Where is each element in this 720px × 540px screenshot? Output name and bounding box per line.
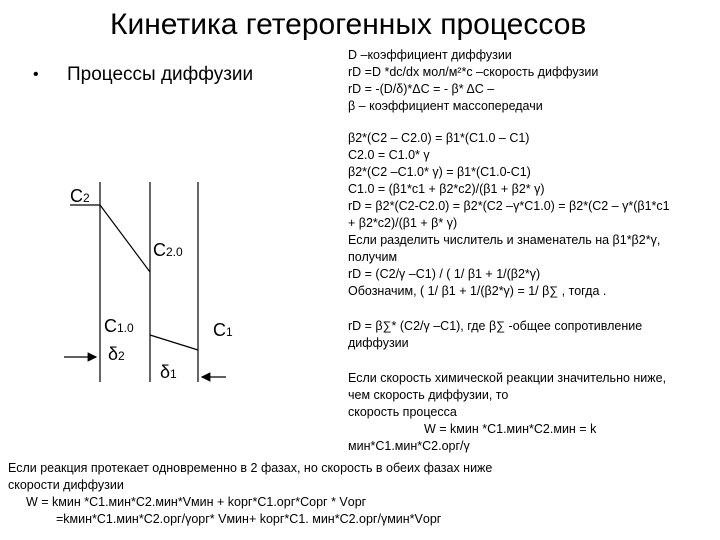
slow-reaction-line: скорость процесса: [348, 405, 457, 419]
derivation-line: Если разделить числитель и знаменатель на β1*β2*γ,: [348, 233, 661, 247]
derivation-line: C1.0 = (β1*c1 + β2*c2)/(β1 + β2* γ): [348, 182, 545, 196]
c10-label: C1.0: [104, 316, 134, 336]
phase1-gradient-line: [150, 335, 198, 350]
bottom-line: W = kмин *C1.мин*C2.мин*Vмин + kорг*C1.орг*Cорг * Vорг: [26, 495, 367, 509]
bottom-line: скорости диффузии: [8, 478, 124, 492]
derivation-line: получим: [348, 250, 398, 264]
slow-reaction-line: мин*C1.мин*C2.орг/γ: [348, 439, 470, 453]
derivation-line: rD = (C2/γ –C1) / ( 1/ β1 + 1/(β2*γ): [348, 267, 541, 281]
delta2-label: δ2: [108, 344, 125, 364]
phase2-gradient-line: [100, 205, 150, 272]
bottom-line: Если реакция протекает одновременно в 2 фазах, но скорость в обеих фазах ниже: [8, 461, 493, 475]
derivation-line: + β2*c2)/(β1 + β* γ): [348, 216, 458, 230]
delta1-label: δ1: [160, 362, 177, 382]
derivation-line: rD = β2*(C2-C2.0) = β2*(C2 –γ*C1.0) = β2*(C2 – γ*(β1*c1: [348, 199, 670, 213]
bottom-line: =kмин*C1.мин*C2.орг/γорг* Vмин+ kорг*C1. мин*C2.орг/γмин*Vорг: [56, 512, 442, 526]
derivation-line: C2.0 = C1.0* γ: [348, 148, 430, 162]
derivation-line: β2*(C2 –C1.0* γ) = β1*(C1.0-C1): [348, 165, 531, 179]
slow-reaction-line: Если скорость химической реакции значительно ниже,: [348, 371, 667, 385]
definition-line: rD = -(D/δ)*ΔC = - β* ΔC –: [348, 82, 495, 96]
derivation-line: β2*(C2 – C2.0) = β1*(C1.0 – C1): [348, 131, 530, 145]
derivation-line: Обозначим, ( 1/ β1 + 1/(β2*γ) = 1/ β∑ , тогда .: [348, 284, 607, 298]
definition-line: D –коэффициент диффузии: [348, 48, 512, 62]
definition-line: rD =D *dc/dx мол/м²*с –скорость диффузии: [348, 65, 599, 79]
c20-label: C2.0: [153, 240, 183, 260]
slow-reaction-line: W = kмин *C1.мин*C2.мин = k: [424, 422, 597, 436]
bullet-text: Процессы диффузии: [67, 64, 254, 85]
definition-line: β – коэффициент массопередачи: [348, 99, 543, 113]
page-title: Кинетика гетерогенных процессов: [110, 8, 587, 41]
c1-label: C1: [213, 320, 233, 340]
c2-label: C2: [70, 186, 90, 206]
bullet-marker: •: [33, 66, 39, 83]
resistance-line: диффузии: [348, 336, 409, 350]
slow-reaction-line: чем скорость диффузии, то: [348, 388, 509, 402]
resistance-line: rD = β∑* (C2/γ –C1), где β∑ -общее сопротивление: [348, 319, 643, 333]
